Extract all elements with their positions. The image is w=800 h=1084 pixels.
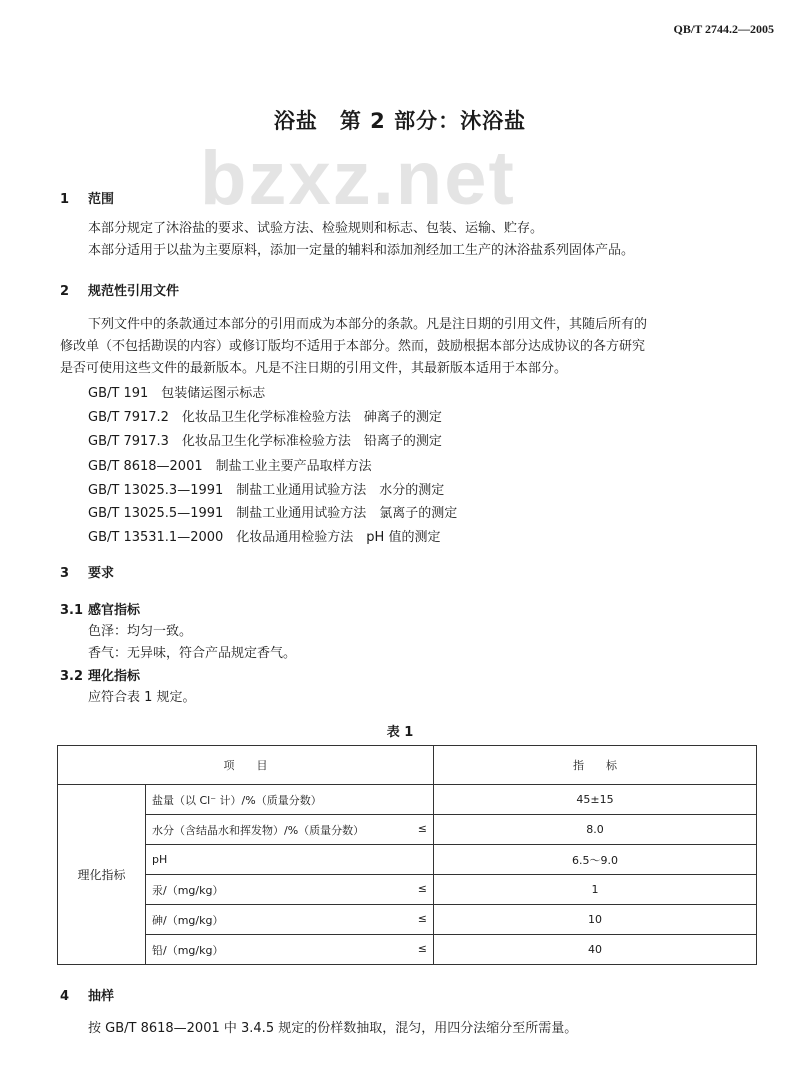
standard-code: QB/T 2744.2—2005 [673,22,774,36]
section-4-heading [60,985,114,1004]
item-label: 砷/（mg/kg） [152,913,224,927]
value-cell: 45±15 [434,785,757,815]
section-1-paragraph-1: 本部分规定了沐浴盐的要求、试验方法、检验规则和标志、包装、运输、贮存。 [88,221,544,236]
subsection-3-1-heading [60,599,140,618]
section-2-intro-line-2: 修改单（不包括勘误的内容）或修订版均不适用于本部分。然而，鼓励根据本部分达成协议的各方研究 [60,339,646,354]
section-number: 2 [60,284,70,299]
value-cell: 1 [434,875,757,905]
section-title: 要求 [88,566,115,581]
table-row [58,815,757,845]
item-cell [146,935,434,965]
reference-item: GB/T 13025.3—1991 制盐工业通用试验方法 水分的测定 [88,483,445,498]
item-cell [146,875,434,905]
item-cell [146,905,434,935]
item-label: 盐量（以 Cl⁻ 计）/%（质量分数） [152,793,322,807]
reference-item: GB/T 7917.2 化妆品卫生化学标准检验方法 砷离子的测定 [88,410,442,425]
reference-item: GB/T 8618—2001 制盐工业主要产品取样方法 [88,459,372,474]
header-item-cell: 项 目 [58,746,434,785]
sensory-color-line: 色泽：均匀一致。 [88,624,193,639]
section-number: 4 [60,989,70,1004]
value-cell: 6.5～9.0 [434,845,757,875]
table-row [58,845,757,875]
item-label: 水分（含结晶水和挥发物）/%（质量分数） [152,823,365,837]
watermark: bzxz.net [200,136,516,221]
item-label: pH [152,853,168,866]
limit-symbol: ≤ [417,911,427,925]
subsection-3-2-heading [60,665,140,684]
item-cell [146,785,434,815]
table-header-row [58,746,757,785]
item-label: 汞/（mg/kg） [152,883,224,897]
subsection-title: 理化指标 [88,669,141,684]
section-title: 抽样 [88,989,115,1004]
physicochemical-table [57,745,757,965]
section-number: 1 [60,192,70,207]
section-title: 范围 [88,192,115,207]
value-cell: 40 [434,935,757,965]
value-cell: 8.0 [434,815,757,845]
reference-item: GB/T 7917.3 化妆品卫生化学标准检验方法 铅离子的测定 [88,434,442,449]
table-row [58,905,757,935]
section-2-intro-line-3: 是否可使用这些文件的最新版本。凡是不注日期的引用文件，其最新版本适用于本部分。 [60,361,568,376]
group-label-cell: 理化指标 [58,785,146,965]
sensory-fragrance-line: 香气：无异味，符合产品规定香气。 [88,646,297,661]
item-label: 铅/（mg/kg） [152,943,224,957]
table-row [58,935,757,965]
limit-symbol: ≤ [417,941,427,955]
table-row [58,785,757,815]
limit-symbol: ≤ [417,881,427,895]
section-4-paragraph: 按 GB/T 8618—2001 中 3.4.5 规定的份样数抽取，混匀，用四分法缩分至所需量。 [88,1021,578,1036]
header-value-cell: 指 标 [434,746,757,785]
reference-item: GB/T 191 包装储运图示标志 [88,386,266,401]
item-cell [146,845,434,875]
subsection-number: 3.2 [60,669,84,684]
item-cell [146,815,434,845]
table-reference-line: 应符合表 1 规定。 [88,690,196,705]
value-cell: 10 [434,905,757,935]
limit-symbol: ≤ [417,821,427,835]
reference-item: GB/T 13025.5—1991 制盐工业通用试验方法 氯离子的测定 [88,506,458,521]
section-3-heading [60,562,114,581]
reference-item: GB/T 13531.1—2000 化妆品通用检验方法 pH 值的测定 [88,530,441,545]
section-2-heading [60,280,179,299]
table-row [58,875,757,905]
section-title: 规范性引用文件 [88,284,180,299]
subsection-number: 3.1 [60,603,84,618]
section-2-intro-line-1: 下列文件中的条款通过本部分的引用而成为本部分的条款。凡是注日期的引用文件，其随后所有的 [88,317,648,332]
section-1-paragraph-2: 本部分适用于以盐为主要原料，添加一定量的辅料和添加剂经加工生产的沐浴盐系列固体产品。 [88,243,635,258]
subsection-title: 感官指标 [88,603,141,618]
document-title: 浴盐 第 2 部分：沐浴盐 [273,109,527,133]
section-number: 3 [60,566,70,581]
table-caption: 表 1 [386,725,414,740]
section-1-heading [60,188,114,207]
